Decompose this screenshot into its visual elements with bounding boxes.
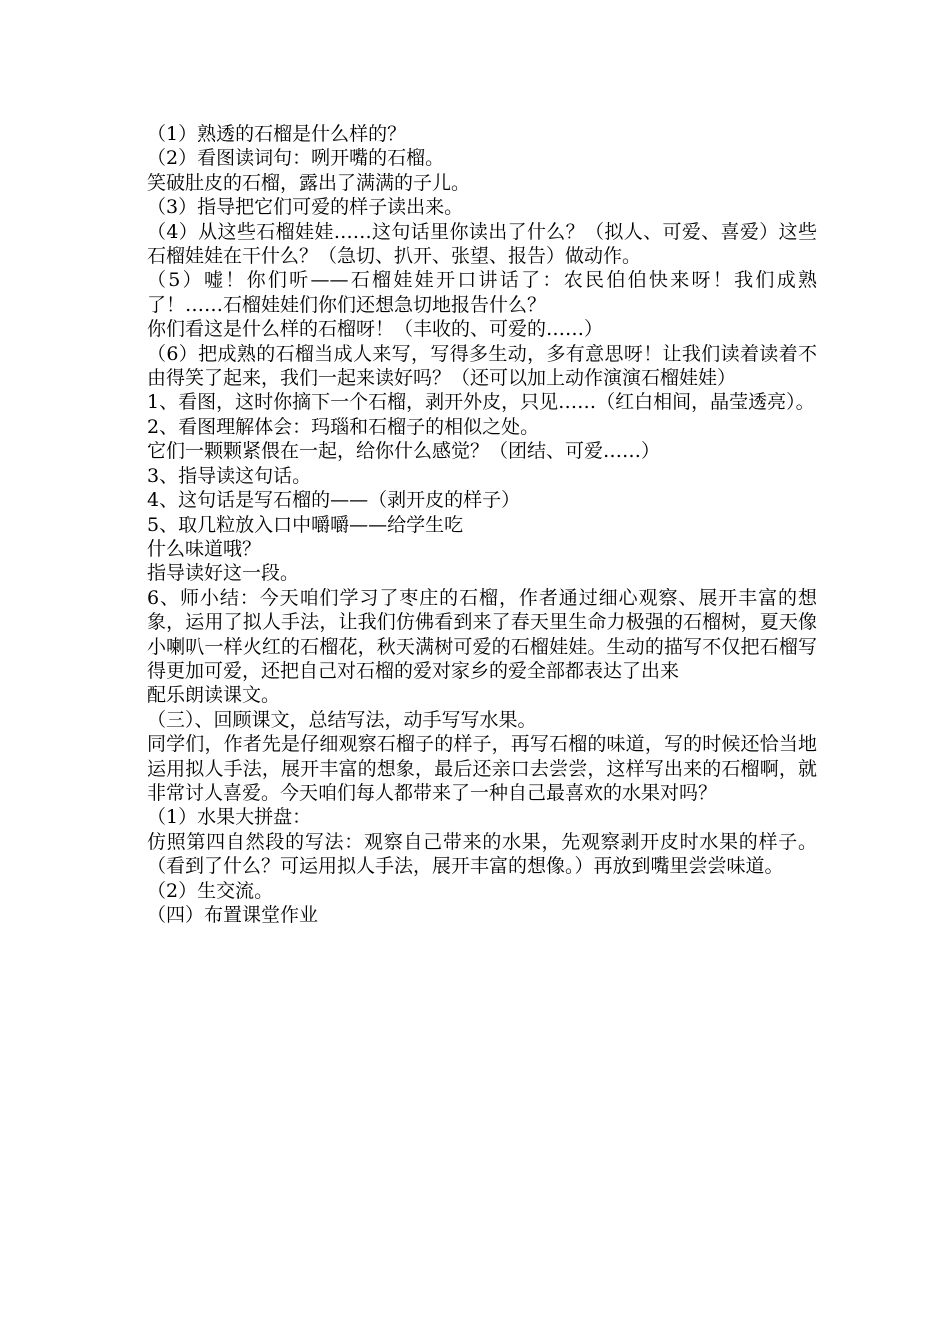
paragraph: （6）把成熟的石榴当成人来写，写得多生动，多有意思呀！让我们读着读着不由得笑了起来，我们一起来读好吗？（还可以加上动作演演石榴娃娃） [147, 342, 817, 390]
paragraph: 2、看图理解体会：玛瑙和石榴子的相似之处。 [147, 415, 540, 438]
paragraph: 仿照第四自然段的写法：观察自己带来的水果，先观察剥开皮时水果的样子。（看到了什么？可运用拟人手法，展开丰富的想像。）再放到嘴里尝尝味道。 [147, 830, 817, 878]
paragraph: （3）指导把它们可爱的样子读出来。 [147, 196, 464, 219]
paragraph: 4、这句话是写石榴的——（剥开皮的样子） [147, 489, 521, 512]
paragraph: （5）嘘！你们听——石榴娃娃开口讲话了：农民伯伯快来呀！我们成熟了！……石榴娃娃们你们还想急切地报告什么？ [147, 269, 817, 316]
paragraph: 它们一颗颗紧偎在一起，给你什么感觉？（团结、可爱……） [147, 440, 661, 463]
paragraph: （四）布置课堂作业 [147, 904, 319, 926]
paragraph: 5、取几粒放入口中嚼嚼——给学生吃 [147, 513, 464, 536]
paragraph: 笑破肚皮的石榴，露出了满满的子儿。 [147, 171, 471, 194]
paragraph: （4）从这些石榴娃娃……这句话里你读出了什么？（拟人、可爱、喜爱）这些石榴娃娃在干什么？（急切、扒开、张望、报告）做动作。 [147, 220, 817, 268]
paragraph: （2）生交流。 [147, 879, 274, 902]
paragraph: （1）熟透的石榴是什么样的？ [147, 123, 407, 145]
paragraph: 1、看图，这时你摘下一个石榴，剥开外皮，只见……（红白相间，晶莹透亮）。 [147, 391, 815, 414]
paragraph: 6、师小结：今天咱们学习了枣庄的石榴，作者通过细心观察、展开丰富的想象，运用了拟人手法，让我们仿佛看到来了春天里生命力极强的石榴树，夏天像小喇叭一样火红的石榴花，秋天满树可爱的石榴娃娃。生动的描写不仅把石榴写得更加可爱，还把自己对石榴的爱对家乡的爱全部都表达了出来 [147, 586, 817, 682]
paragraph: （1）水果大拼盘： [147, 806, 312, 829]
paragraph: 什么味道哦？ [147, 537, 262, 560]
paragraph: （2）看图读词句：咧开嘴的石榴。 [147, 147, 445, 170]
paragraph: 配乐朗读课文。 [147, 684, 281, 707]
paragraph: 你们看这是什么样的石榴呀！（丰收的、可爱的……） [147, 318, 604, 341]
paragraph: 3、指导读这句话。 [147, 464, 312, 487]
document-page [147, 122, 817, 927]
paragraph: （三）、回顾课文，总结写法，动手写写水果。 [147, 708, 537, 731]
paragraph: 同学们，作者先是仔细观察石榴子的样子，再写石榴的味道，写的时候还恰当地运用拟人手法，展开丰富的想象，最后还亲口去尝尝，这样写出来的石榴啊，就非常讨人喜爱。今天咱们每人都带来了一种自己最喜欢的水果对吗？ [147, 733, 817, 804]
paragraph: 指导读好这一段。 [147, 562, 300, 585]
